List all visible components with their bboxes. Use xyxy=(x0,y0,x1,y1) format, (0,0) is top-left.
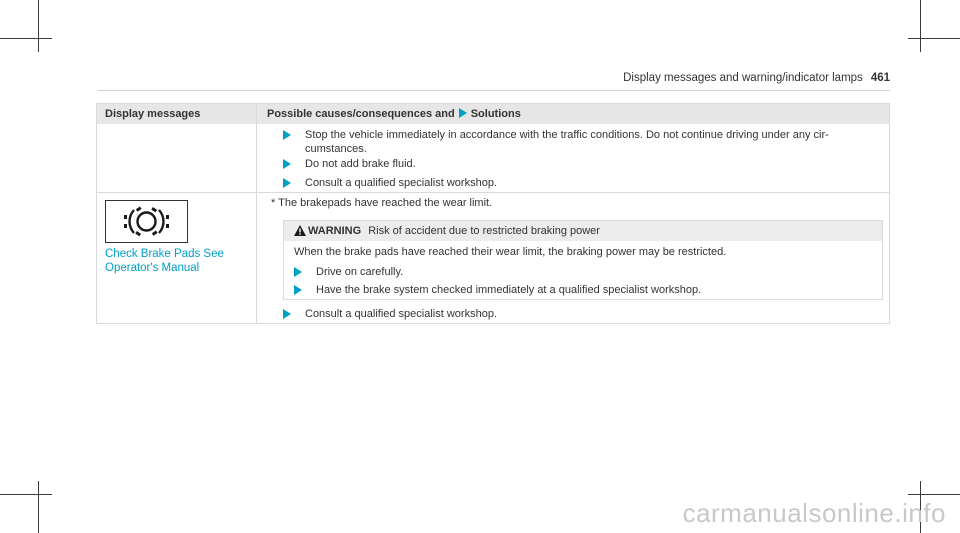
footnote: * The brakepads have reached the wear limit. xyxy=(271,197,493,209)
list-item xyxy=(294,283,874,297)
bullet-arrow-icon xyxy=(283,159,291,169)
bullet-arrow-icon xyxy=(283,309,291,319)
crop-mark xyxy=(0,494,52,495)
crop-mark xyxy=(920,0,921,52)
col-header-causes-solutions xyxy=(257,104,889,124)
page-number: 461 xyxy=(870,72,890,84)
brake-pad-wear-glyph xyxy=(106,201,187,242)
list-item xyxy=(294,265,874,279)
brake-pad-wear-icon xyxy=(105,200,188,243)
list-item xyxy=(283,157,873,171)
crop-mark xyxy=(0,38,52,39)
list-item xyxy=(283,307,873,321)
display-message-line2: Operator's Manual xyxy=(105,262,200,274)
col-header-prefix: Possible causes/consequences and xyxy=(267,108,455,120)
running-header-title: Display messages and warning/indicator lamps xyxy=(623,72,863,84)
list-item-text: Do not add brake fluid. xyxy=(305,158,416,170)
bullet-arrow-icon xyxy=(294,285,302,295)
row-divider xyxy=(97,192,889,193)
col-header-display-messages: Display messages xyxy=(97,104,256,124)
warning-box xyxy=(283,220,883,300)
warning-header xyxy=(284,221,882,241)
warning-triangle-icon xyxy=(294,225,306,236)
crop-mark xyxy=(38,0,39,52)
running-header xyxy=(623,72,890,84)
solution-arrow-icon xyxy=(459,108,467,118)
watermark: carmanualsonline.info xyxy=(682,498,946,528)
list-item-text: Drive on carefully. xyxy=(316,266,404,278)
crop-mark xyxy=(908,38,960,39)
bullet-arrow-icon xyxy=(294,267,302,277)
display-message-text xyxy=(105,247,224,275)
warning-title: WARNING xyxy=(308,225,362,237)
list-item-text: Consult a qualified specialist workshop. xyxy=(305,177,497,189)
list-item xyxy=(283,176,873,190)
display-messages-table xyxy=(96,103,890,324)
crop-mark xyxy=(38,481,39,533)
column-divider xyxy=(256,104,257,323)
warning-subtitle: Risk of accident due to restricted braking power xyxy=(368,225,600,237)
crop-mark xyxy=(908,494,960,495)
list-item-text: Have the brake system checked immediately at a qualified specialist workshop. xyxy=(316,284,702,296)
list-item-text: Consult a qualified specialist workshop. xyxy=(305,308,497,320)
list-item-text: Stop the vehicle immediately in accordance with the traffic conditions. Do not continue driving under any cir- cumstances. xyxy=(305,129,829,155)
col-header-suffix: Solutions xyxy=(470,108,521,120)
list-item xyxy=(283,128,873,156)
display-message-line1: Check Brake Pads See xyxy=(105,248,224,260)
header-rule xyxy=(98,90,890,91)
warning-body: When the brake pads have reached their wear limit, the braking power may be restricted. xyxy=(294,246,727,258)
bullet-arrow-icon xyxy=(283,130,291,140)
bullet-arrow-icon xyxy=(283,178,291,188)
